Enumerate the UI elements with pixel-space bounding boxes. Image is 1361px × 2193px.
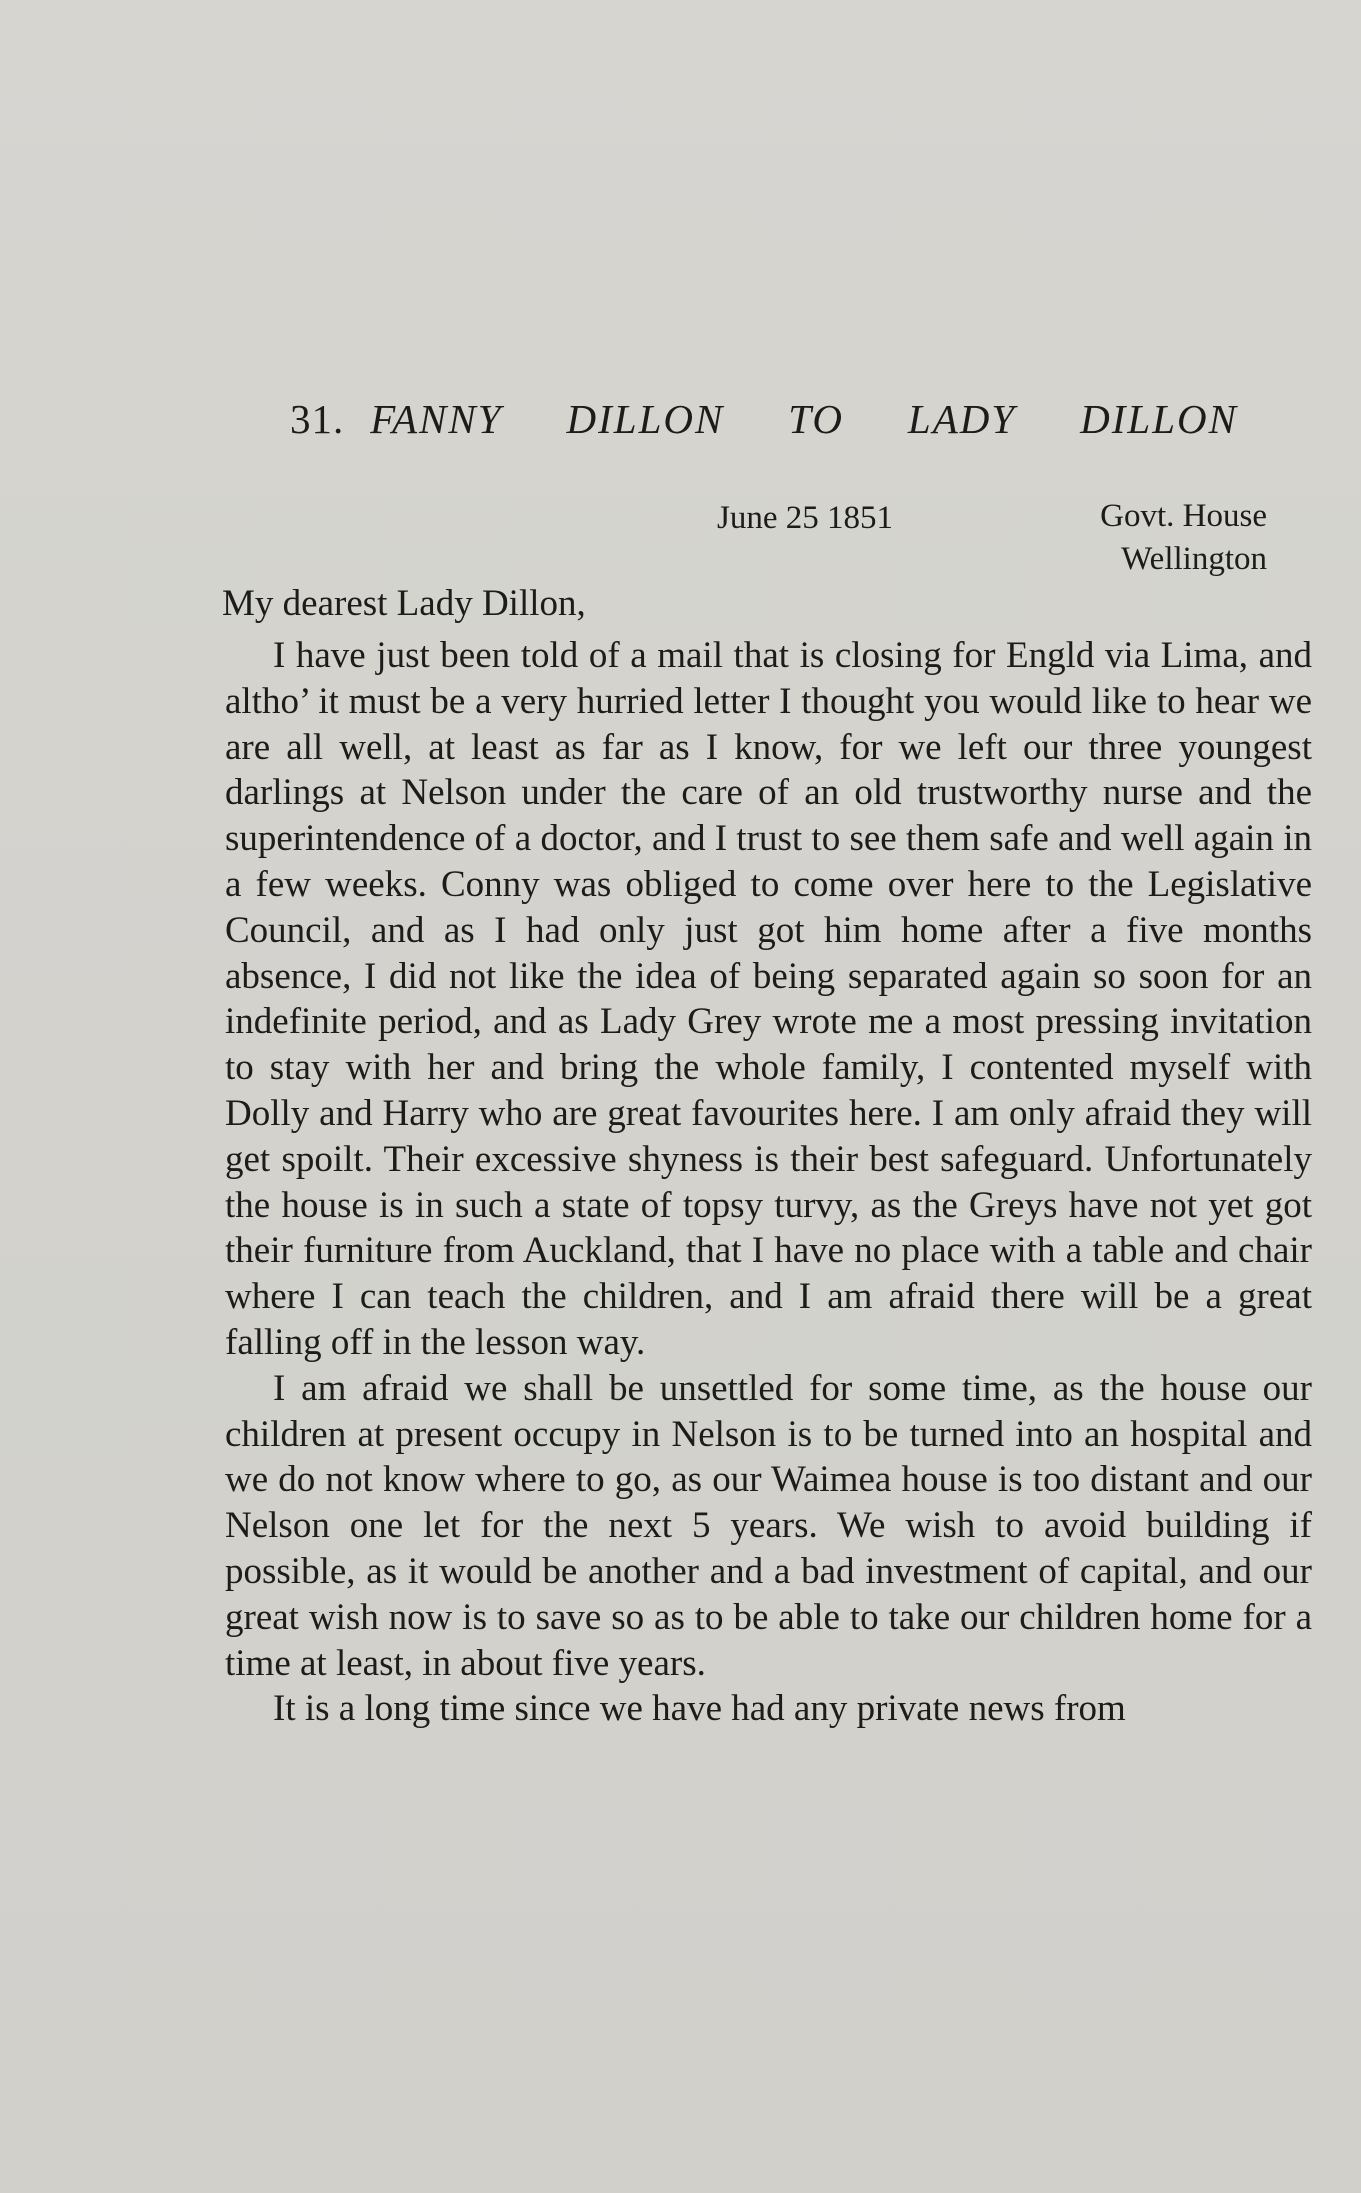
letter-heading — [290, 395, 1238, 443]
title-word: LADY — [907, 396, 1017, 442]
letter-number: 31. — [290, 396, 345, 442]
title-word: DILLON — [566, 396, 725, 442]
title-word: FANNY — [370, 396, 503, 442]
body-paragraph: I have just been told of a mail that is closing for Engld via Lima, and altho’ it must be a very hurried letter I thought you would like to hear we are all well, at least as far as I know, for we left our three youngest darlings at Nelson under the care of an old trustworthy nurse and the superintendence of a doctor, and I trust to see them safe and well again in a few weeks. Conny was obliged to come over here to the Legislative Council, and as I had only just got him home after a five months absence, I did not like the idea of being separated again so soon for an indefinite period, and as Lady Grey wrote me a most pressing invitation to stay with her and bring the whole family, I contented myself with Dolly and Harry who are great favourites here. I am only afraid they will get spoilt. Their excessive shyness is their best safeguard. Unfortunately the house is in such a state of topsy turvy, as the Greys have not yet got their furniture from Auckland, that I have no place with a table and chair where I can teach the children, and I am afraid there will be a great falling off in the lesson way. — [225, 635, 1312, 1363]
title-word: TO — [788, 396, 844, 442]
letter-address — [1100, 495, 1267, 581]
address-line: Govt. House — [1100, 498, 1267, 534]
letter-body — [225, 633, 1312, 1732]
title-word: DILLON — [1080, 396, 1238, 442]
body-paragraph: It is a long time since we have had any private news from — [273, 1688, 1126, 1730]
address-line: Wellington — [1121, 541, 1267, 577]
letter-date: June 25 1851 — [717, 500, 893, 536]
letter-title — [370, 395, 1238, 443]
body-paragraph: I am afraid we shall be unsettled for some time, as the house our children at present occupy in Nelson is to be turned into an hospital and we do not know where to go, as our Waimea house is too distant and our Nelson one let for the next 5 years. We wish to avoid building if possible, as it would be another and a bad investment of capital, and our great wish now is to save so as to be able to take our children home for a time at least, in about five years. — [225, 1367, 1312, 1684]
letter-salutation: My dearest Lady Dillon, — [222, 583, 586, 624]
